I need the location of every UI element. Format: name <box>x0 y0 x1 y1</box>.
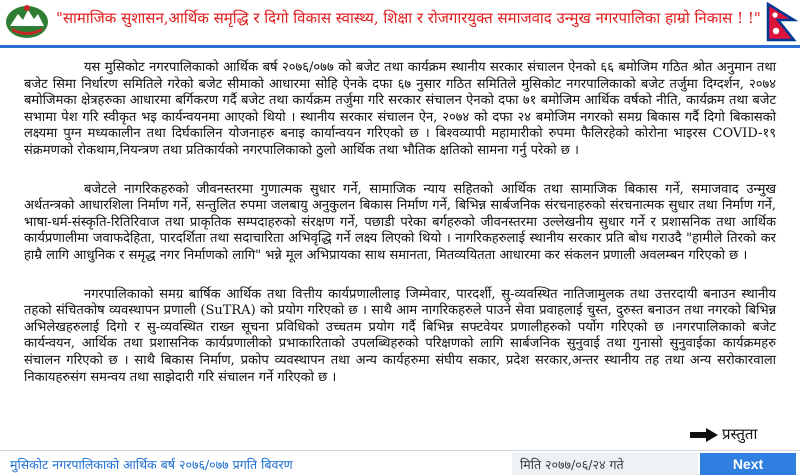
main-content <box>24 60 776 408</box>
paragraph-budget-overview: यस मुसिकोट नगरपालिकाको आर्थिक बर्ष २०७६/०७७ को बजेट तथा कार्यक्रम स्थानीय सरकार संचालन ऐनको ६६ बमोजिम गठित श्रोत अनुमान तथा बजेट सिमा निर्धारण समितिले गरेको बजेट सीमाको आधारमा सोहि ऐनके दफा ६७ नुसार गठित समितिले मुसिकोट नगरपालिकाको बजेट तर्जुमा दिग्दर्शन, २०७४ बमोजिमका क्षेत्रहरुका आधारमा बर्गिकरण गर्दै बजेट तथा कार्यक्रम तर्जुमा गरि सरकार संचालन ऐनको दफा ७१ बमोजिम आर्थिक वर्षको नीति, कार्यक्रम तथा बजेट सभामा पेश गरि स्वीकृत भइ कार्यन्वयनमा आएको थियो । स्थानीय सरकार संचालन ऐन, २०७४ को दफा २४ बमोजिम नगरको समग्र बिकास गर्दै दिगो बिकासको लक्ष्यमा पुग्न मध्यकालीन तथा दिर्घकालिन योजनाहरु बनाइ कार्यान्वयन गरिएको छ । बिश्वव्यापी महामारीको रुपमा फैलिरहेको कोरोना भाइरस COVID-१९ संक्रमणको रोकथाम,नियन्त्रण तथा प्रतिकार्यको नगरपालिकाको ठुलो आर्थिक तथा भौतिक क्षतिको सामना गर्नु परेको छ । <box>24 60 776 158</box>
footer-report-title: मुसिकोट नगरपालिकाको आर्थिक बर्ष २०७६/०७७ प्रगति बिवरण <box>10 457 293 472</box>
slogan-text: "सामाजिक सुशासन,आर्थिक समृद्धि र दिगो विकास स्वास्थ्य, शिक्षा र रोजगारयुक्त समाजवाद उन्मुख नगरपालिका हाम्रो निकास ! !" <box>56 9 761 27</box>
presentation-link-label: प्रस्तुता <box>722 425 758 443</box>
nepal-flag-icon <box>766 2 798 42</box>
footer-date: मिति २०७७/०६/२४ गते <box>512 453 698 475</box>
presentation-link[interactable] <box>690 424 790 446</box>
next-button[interactable]: Next <box>700 453 796 475</box>
arrow-right-icon <box>690 428 718 442</box>
header-divider <box>0 45 800 48</box>
nepal-emblem-icon <box>4 2 50 40</box>
paragraph-budget-goals: बजेटले नागरिकहरुको जीवनस्तरमा गुणात्मक सुधार गर्ने, सामाजिक न्याय सहितको आर्थिक तथा सामाजिक बिकास गर्ने, समाजवाद उन्मुख अर्थतन्त्रको आधारशिला निर्माण गर्ने, सन्तुलित रुपमा जलबायु अनुकुलन बिकास निर्माण गर्ने, बिभिन्न सार्बजनिक संरचनाहरुको संरचनात्मक सुधार तथा निर्माण गर्ने, भाषा-धर्म-संस्कृति-रितिरिवाज तथा प्राकृतिक सम्पदाहरुको संरक्षण गर्ने, पछाडी परेका बर्गहरुको जीवनस्तरमा उल्लेखनीय सुधार गर्ने र प्रशासनिक तथा आर्थिक कार्यप्रणालीमा जवाफदेहिता, पारदर्शिता तथा सदाचारिता अभिवृद्धि गर्ने लक्ष्य लिएको थियो । नागरिकहरुलाई स्थानीय सरकार प्रति बोध गराउदै "हामीले तिरको कर हाम्रै लागि आधुनिक र समृद्ध नगर निर्माणको लागि" भन्ने मूल अभिप्रायका साथ समानता, मितव्ययितता आधारमा कर संकलन प्रणाली अवलम्बन गरिएको छ । <box>24 181 776 263</box>
paragraph-financial-system: नगरपालिकाको समग्र बार्षिक आर्थिक तथा वित्तीय कार्यप्रणालीलाइ जिम्मेवार, पारदर्शी, सु-व्यवस्थित नातिजामुलक तथा उत्तरदायी बनाउन स्थानीय तहको संचितकोष व्यवस्थापन प्रणाली (SuTRA) को प्रयोग गरिएको छ । साथै आम नागरिकहरुले पाउने सेवा प्रवाहलाई चुस्त, दुरुस्त बनाउन तथा नगरको बिभिन्न अभिलेखहरुलाई दिगो र सु-व्यवस्थित राख्न सूचना प्रविधिको उच्चतम प्रयोग गर्दै बिभिन्न सफ्टवेयर प्रणालीहरुको पर्योग गरिएको छ ।नगरपालिकाको बजेट कार्यन्वयन, आर्थिक तथा प्रशासनिक कार्यप्रणालीको प्रभाकारिताको उपलब्धिहरुको परिक्षणको लागि सार्बजनिक सुनुवाई तथा गुनासो सुनुवाईका कार्यक्रमहरु संचालन गरिएको छ । साथै बिकास निर्माण, प्रकोप व्यवस्थापन तथा अन्य कार्यहरुमा संघीय सकार, प्रदेश सरकार,अन्तर स्थानीय तह तथा अन्य सरोकारवाला निकायहरुसंग समन्वय तथा साझेदारी गरि संचालन गर्ने गरिएको छ । <box>24 286 776 385</box>
header-bar <box>0 0 800 44</box>
footer-bar <box>0 450 800 476</box>
